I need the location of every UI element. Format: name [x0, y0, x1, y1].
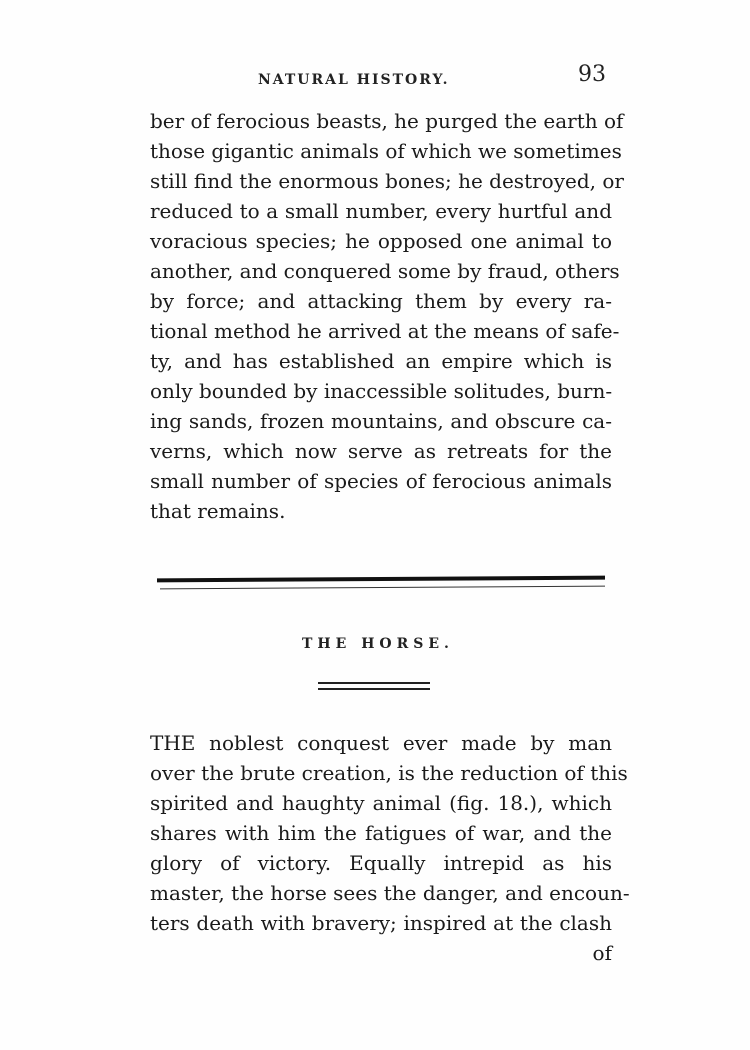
text-line: shares with him the fatigues of war, and the [150, 821, 612, 845]
text-line: that remains. [150, 499, 286, 523]
text-line: still find the enormous bones; he destroyed, or [150, 169, 624, 193]
text-line: over the brute creation, is the reduction of this [150, 761, 628, 785]
text-line: master, the horse sees the danger, and encoun- [150, 881, 630, 905]
catchword: of [592, 941, 612, 965]
page-number: 93 [578, 62, 606, 87]
text-line: ty, and has established an empire which is [150, 349, 612, 373]
text-line: another, and conquered some by fraud, others [150, 259, 620, 283]
text-line: glory of victory. Equally intrepid as his [150, 851, 612, 875]
running-head: NATURAL HISTORY. [258, 72, 450, 88]
text-line: small number of species of ferocious animals [150, 469, 612, 493]
text-line: those gigantic animals of which we sometimes [150, 139, 622, 163]
text-line: spirited and haughty animal (fig. 18.), which [150, 791, 612, 815]
paragraph-continued [150, 106, 624, 526]
text-line: tional method he arrived at the means of safe- [150, 319, 620, 343]
text-line: by force; and attacking them by every ra- [150, 289, 612, 313]
section-divider-thick [157, 576, 605, 583]
text-line: voracious species; he opposed one animal to [150, 229, 612, 253]
title-ornament-rule [318, 688, 430, 690]
text-line: ing sands, frozen mountains, and obscure ca- [150, 409, 612, 433]
section-divider-thin [160, 586, 605, 590]
text-line: ber of ferocious beasts, he purged the earth of [150, 109, 624, 133]
section-title: THE HORSE. [302, 636, 454, 652]
text-line: THE noblest conquest ever made by man [150, 731, 612, 755]
text-line: only bounded by inaccessible solitudes, burn- [150, 379, 613, 403]
title-ornament-rule [318, 682, 430, 684]
text-line: ters death with bravery; inspired at the clash [150, 911, 612, 935]
text-line: verns, which now serve as retreats for the [150, 439, 612, 463]
text-line: reduced to a small number, every hurtful and [150, 199, 612, 223]
paragraph-horse [150, 728, 630, 968]
